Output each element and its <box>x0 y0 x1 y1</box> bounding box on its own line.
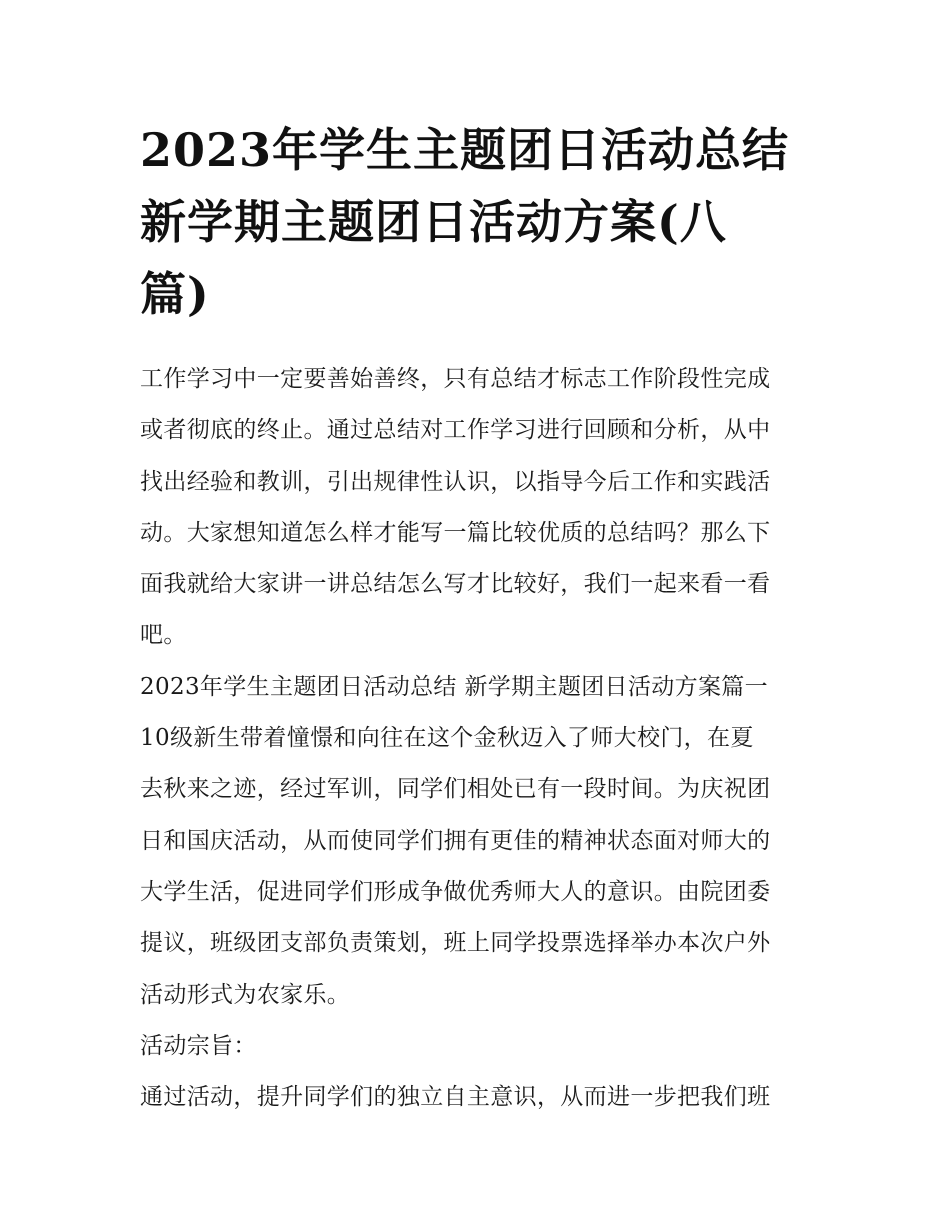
intro-line: 动。大家想知道怎么样才能写一篇比较优质的总结吗？那么下 <box>140 519 771 546</box>
paragraph-line: 提议，班级团支部负责策划，班上同学投票选择举办本次户外 <box>140 930 771 957</box>
paragraph-line: 10级新生带着憧憬和向往在这个金秋迈入了师大校门，在夏 <box>140 725 754 752</box>
title-line: 2023年学生主题团日活动总结 <box>140 123 790 177</box>
paragraph-line: 大学生活，促进同学们形成争做优秀师大人的意识。由院团委 <box>140 878 771 905</box>
intro-line: 或者彻底的终止。通过总结对工作学习进行回顾和分析，从中 <box>140 417 771 444</box>
paragraph-line: 日和国庆活动，从而使同学们拥有更佳的精神状态面对师大的 <box>140 827 771 854</box>
paragraph-line: 活动形式为农家乐。 <box>140 981 351 1008</box>
paragraph-line: 通过活动，提升同学们的独立自主意识，从而进一步把我们班 <box>140 1084 771 1111</box>
title-line: 篇) <box>140 267 210 321</box>
intro-line: 面我就给大家讲一讲总结怎么写才比较好，我们一起来看一看 <box>140 571 771 598</box>
document-title <box>140 114 820 330</box>
document-body <box>140 354 820 1123</box>
paragraph-line: 去秋来之迹，经过军训，同学们相处已有一段时间。为庆祝团 <box>140 776 771 803</box>
title-line: 新学期主题团日活动方案(八 <box>140 195 727 249</box>
intro-line: 吧。 <box>140 622 187 649</box>
intro-line: 工作学习中一定要善始善终，只有总结才标志工作阶段性完成 <box>140 366 771 392</box>
subheading-line: 活动宗旨： <box>140 1032 257 1059</box>
intro-line: 找出经验和教训，引出规律性认识，以指导今后工作和实践活 <box>140 468 771 495</box>
section-heading: 2023年学生主题团日活动总结 新学期主题团日活动方案篇一 <box>140 673 768 700</box>
